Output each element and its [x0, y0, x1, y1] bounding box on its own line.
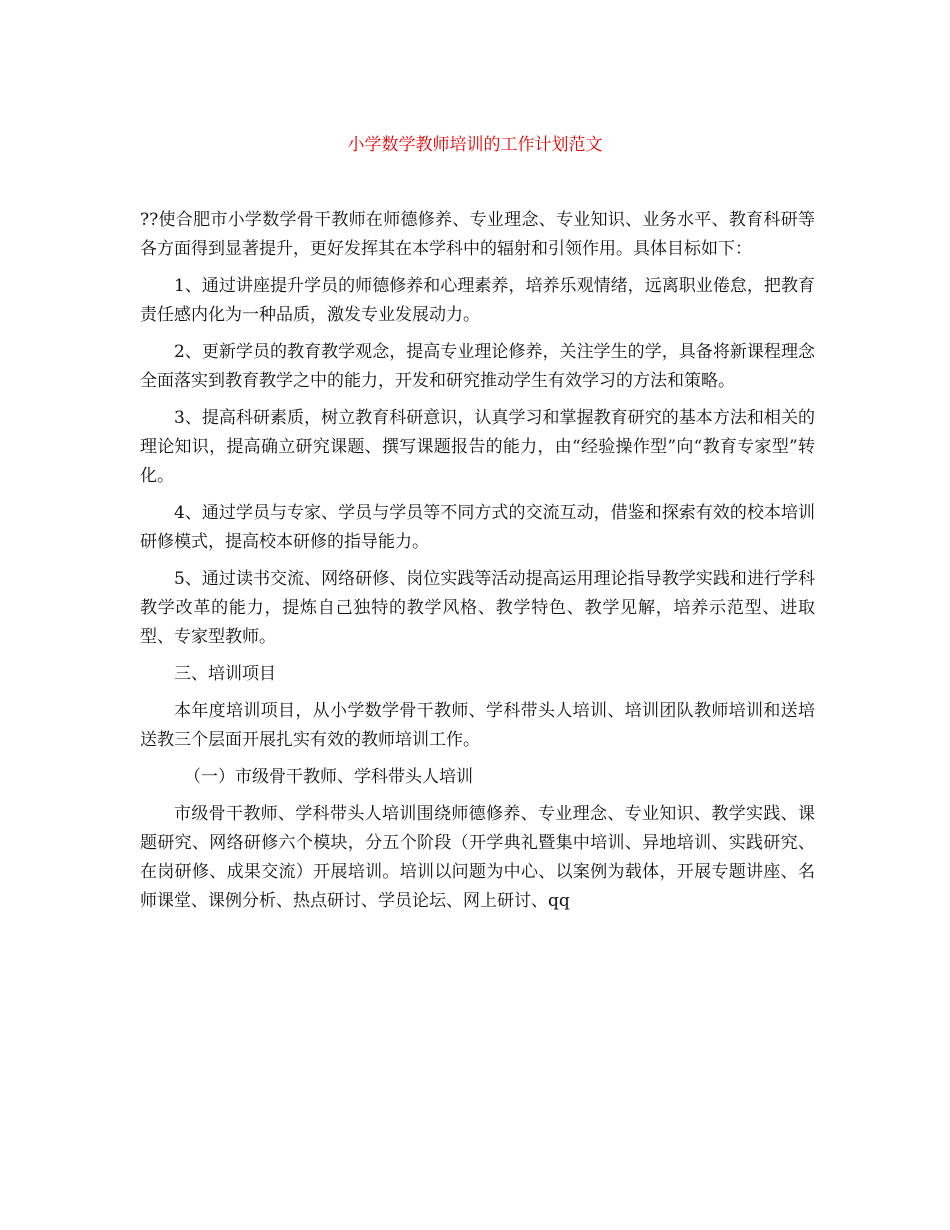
subsection-heading-city-training: （一）市级骨干教师、学科带头人培训	[184, 767, 473, 787]
paragraph-goal-1: 1、通过讲座提升学员的师德修养和心理素养，培养乐观情绪，远离职业倦怠，把教育责任感内化为一种品质，激发专业发展动力。	[140, 276, 815, 325]
paragraph-goal-3: 3、提高科研素质，树立教育科研意识，认真学习和掌握教育研究的基本方法和相关的理论知识，提高确立研究课题、撰写课题报告的能力，由“经验操作型”向“教育专家型”转化。	[140, 408, 815, 486]
document-title: 小学数学教师培训的工作计划范文	[347, 135, 603, 155]
document-body	[140, 206, 815, 924]
paragraph-goal-5: 5、通过读书交流、网络研修、岗位实践等活动提高运用理论指导教学实践和进行学科教学改革的能力，提炼自己独特的教学风格、教学特色、教学见解，培养示范型、进取型、专家型教师。	[140, 569, 815, 647]
paragraph-intro: ??使合肥市小学数学骨干教师在师德修养、专业理念、专业知识、业务水平、教育科研等各方面得到显著提升，更好发挥其在本学科中的辐射和引领作用。具体目标如下：	[140, 210, 815, 259]
paragraph-goal-2: 2、更新学员的教育教学观念，提高专业理论修养，关注学生的学，具备将新课程理念全面落实到教育教学之中的能力，开发和研究推动学生有效学习的方法和策略。	[140, 342, 815, 391]
paragraph-training-overview: 本年度培训项目，从小学数学骨干教师、学科带头人培训、培训团队教师培训和送培送教三个层面开展扎实有效的教师培训工作。	[140, 701, 815, 750]
section-heading-training-projects: 三、培训项目	[174, 664, 276, 684]
paragraph-goal-4: 4、通过学员与专家、学员与学员等不同方式的交流互动，借鉴和探索有效的校本培训研修模式，提高校本研修的指导能力。	[140, 503, 815, 552]
paragraph-city-training: 市级骨干教师、学科带头人培训围绕师德修养、专业理念、专业知识、教学实践、课题研究、网络研修六个模块，分五个阶段（开学典礼暨集中培训、异地培训、实践研究、在岗研修、成果交流）开展培训。培训以问题为中心、以案例为载体，开展专题讲座、名师课堂、课例分析、热点研讨、学员论坛、网上研讨、qq	[140, 804, 815, 911]
